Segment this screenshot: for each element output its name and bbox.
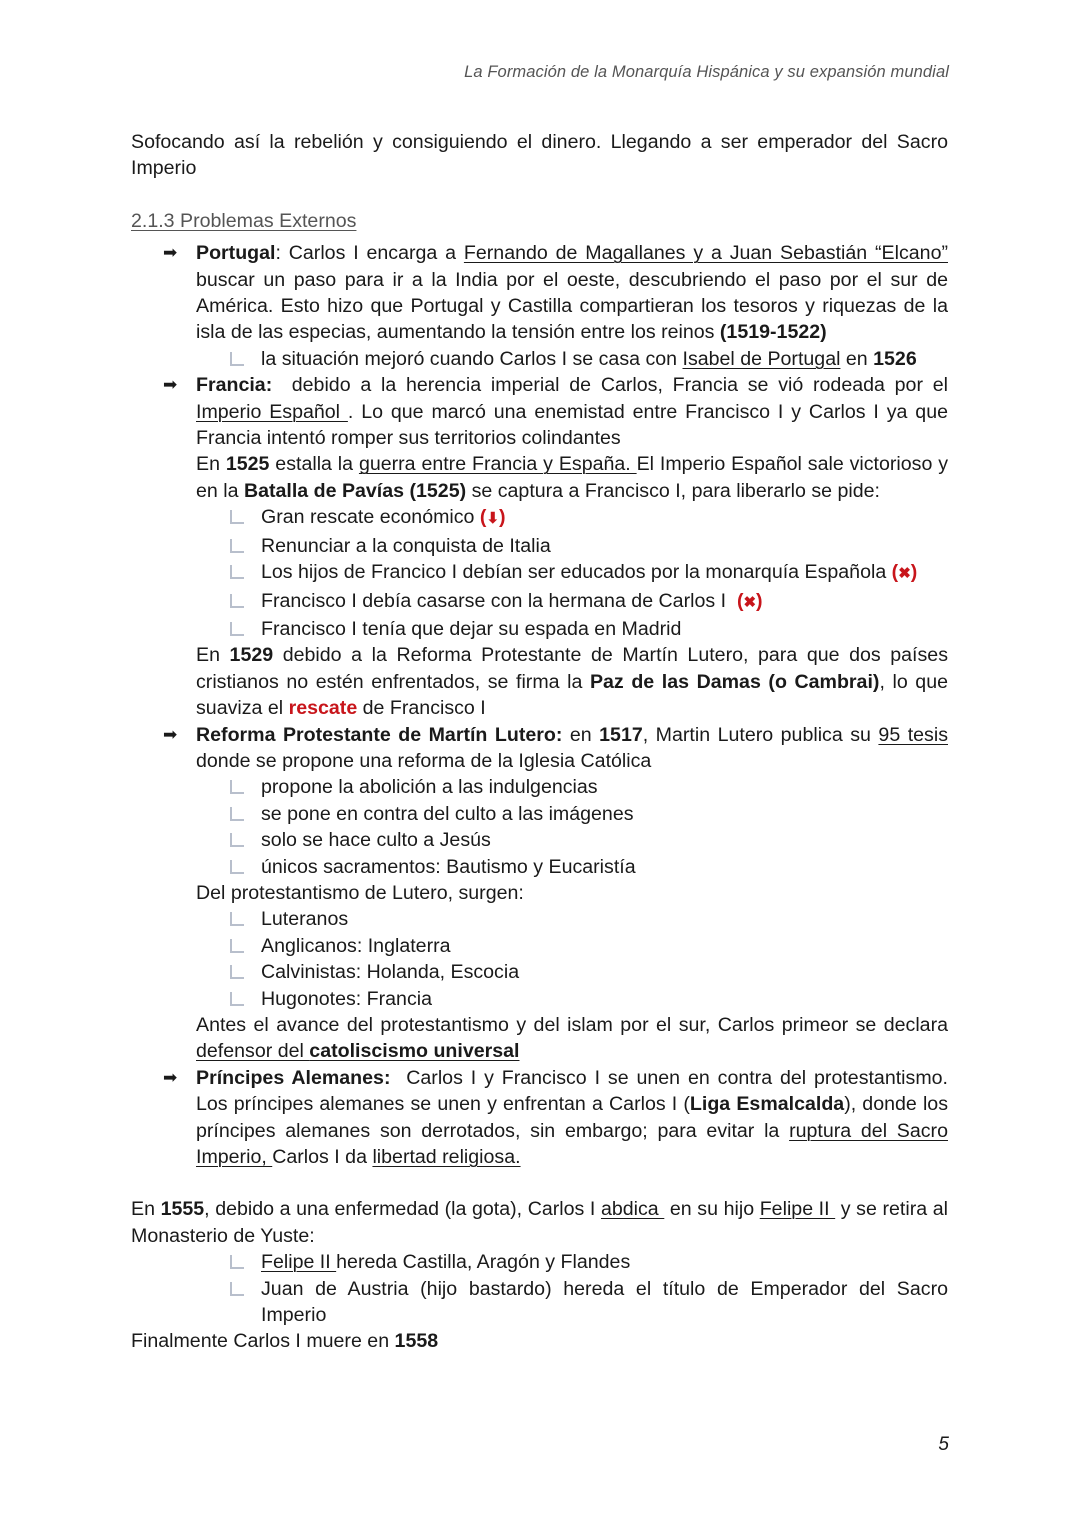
text: . Lo que marcó una enemistad entre Francisco I y Carlos I ya que Francia intentó romper sus territorios colindantes bbox=[196, 400, 948, 450]
bullet-title: Reforma Protestante de Martín Lutero: bbox=[196, 723, 563, 746]
highlighted-text: rescate bbox=[288, 697, 358, 720]
sub-bullet-icon bbox=[230, 860, 244, 874]
text: En bbox=[196, 644, 230, 667]
underlined-text: 95 tesis bbox=[878, 723, 948, 746]
text: Juan de Austria (hijo bastardo) hereda el título de Emperador del Sacro Imperio bbox=[261, 1277, 948, 1327]
text: propone la abolición a las indulgencias bbox=[261, 776, 598, 799]
text: buscar un paso para ir a la India por el oeste, descubriendo el paso por el sur de América. Esto hizo que Portugal y Castilla compartieran los tesoros y riquezas de la isla de las especias, aumentando la tensión entre los reinos bbox=[196, 268, 948, 344]
sub-item bbox=[131, 533, 948, 559]
intro-line: Sofocando así la rebelión y consiguiendo el dinero. Llegando a ser emperador del Sacro bbox=[131, 131, 948, 153]
underlined-text: Fernando de Magallanes y a Juan Sebastián “Elcano” bbox=[463, 242, 948, 265]
document-body bbox=[131, 129, 954, 1355]
sub-bullet-icon bbox=[230, 833, 244, 847]
sub-item bbox=[131, 1276, 948, 1329]
arrow-right-icon: ➡ bbox=[163, 724, 178, 744]
sub-item bbox=[131, 827, 948, 853]
underlined-text: Isabel de Portugal bbox=[682, 347, 841, 370]
text: Luteranos bbox=[261, 908, 349, 931]
text: Carlos I y Francisco I se unen en contra del protestantismo. Los príncipes alemanes se unen y enfrentan a Carlos I ( bbox=[196, 1066, 954, 1116]
text: Los hijos de Francico I debían ser educados por la monarquía Española bbox=[261, 561, 892, 584]
sub-bullet-icon bbox=[230, 594, 244, 608]
sub-item bbox=[131, 986, 948, 1012]
intro-line: Imperio bbox=[131, 157, 197, 180]
underlined-text: ruptura del Sacro Imperio, bbox=[196, 1119, 948, 1169]
underlined-text: abdica bbox=[600, 1198, 665, 1221]
bullet-title: Portugal bbox=[196, 242, 276, 265]
underlined-text: libertad religiosa. bbox=[372, 1146, 521, 1169]
bold-text: Paz de las Damas (o Cambrai) bbox=[589, 670, 880, 693]
sub-bullet-icon bbox=[230, 510, 244, 524]
text: únicos sacramentos: Bautismo y Eucaristía bbox=[261, 855, 636, 878]
down-arrow-icon: (⬇) bbox=[479, 506, 506, 529]
year: 1517 bbox=[599, 723, 643, 746]
sub-bullet-icon bbox=[230, 992, 244, 1006]
year: 1529 bbox=[229, 644, 274, 667]
bullet-portugal bbox=[131, 240, 948, 346]
bullet-title: Príncipes Alemanes: bbox=[196, 1066, 391, 1089]
sub-bullet-icon bbox=[230, 1255, 244, 1269]
cross-mark-icon: (✖) bbox=[891, 561, 918, 584]
underlined-text: guerra entre Francia y España. bbox=[358, 453, 637, 476]
text: , Martin Lutero publica su bbox=[642, 723, 879, 746]
sub-bullet-icon bbox=[230, 939, 244, 953]
underlined-text: Felipe II bbox=[261, 1251, 337, 1274]
final-paragraph bbox=[131, 1328, 948, 1354]
bullet-principes bbox=[131, 1065, 954, 1171]
francia-paragraph-3 bbox=[131, 642, 948, 721]
sub-item bbox=[131, 801, 948, 827]
text: en bbox=[562, 723, 600, 746]
bold-text: Batalla de Pavías (1525) bbox=[243, 479, 467, 502]
reforma-surgen: Del protestantismo de Lutero, surgen: bbox=[196, 881, 524, 904]
text: Antes el avance del protestantismo y del islam por el sur, Carlos primeor se declara bbox=[196, 1014, 948, 1036]
year: 1558 bbox=[394, 1330, 439, 1353]
text: Finalmente Carlos I muere en bbox=[131, 1330, 395, 1353]
sub-item bbox=[131, 959, 948, 985]
text: solo se hace culto a Jesús bbox=[261, 829, 491, 852]
sub-item bbox=[131, 616, 948, 642]
text: debido a la Reforma Protestante de Martín Lutero, para que dos países cristianos no estén enfrentados, se firma la bbox=[196, 644, 948, 693]
text: ), donde los príncipes alemanes son derrotados, sin embargo; para evitar la bbox=[196, 1093, 948, 1142]
arrow-right-icon: ➡ bbox=[163, 375, 178, 395]
sub-bullet-icon bbox=[230, 807, 244, 821]
year: 1526 bbox=[873, 347, 917, 370]
sub-bullet-icon bbox=[230, 352, 244, 366]
bullet-reforma bbox=[131, 722, 948, 775]
page-header: La Formación de la Monarquía Hispánica y su expansión mundial bbox=[464, 63, 949, 81]
sub-item bbox=[131, 346, 948, 372]
sub-bullet-icon bbox=[230, 780, 244, 794]
text: : Carlos I encarga a bbox=[275, 242, 464, 265]
text: debido a la herencia imperial de Carlos, Francia se vió rodeada por el bbox=[272, 374, 954, 397]
bold-text: Liga Esmalcalda bbox=[689, 1093, 845, 1116]
text: la situación mejoró cuando Carlos I se casa con bbox=[261, 347, 683, 370]
text: donde se propone una reforma de la Iglesia Católica bbox=[196, 749, 652, 772]
text: Calvinistas: Holanda, Escocia bbox=[261, 961, 520, 984]
spacer bbox=[131, 1170, 948, 1196]
abdicacion-paragraph bbox=[131, 1196, 948, 1249]
sub-item bbox=[131, 906, 948, 932]
text: se captura a Francisco I, para liberarlo se pide: bbox=[466, 479, 880, 502]
sub-item bbox=[131, 854, 948, 880]
sub-bullet-icon bbox=[230, 622, 244, 636]
arrow-right-icon: ➡ bbox=[163, 1067, 178, 1087]
text: Francisco I debía casarse con la hermana de Carlos I bbox=[261, 589, 737, 612]
sub-bullet-icon bbox=[230, 539, 244, 553]
text: Hugonotes: Francia bbox=[261, 987, 432, 1010]
year: 1555 bbox=[160, 1198, 205, 1221]
sub-bullet-icon bbox=[230, 912, 244, 926]
text: Carlos I da bbox=[272, 1146, 373, 1169]
sub-item bbox=[131, 504, 948, 532]
section-heading: 2.1.3 Problemas Externos bbox=[131, 209, 357, 232]
reforma-closing bbox=[131, 1012, 948, 1065]
underlined-text: Imperio Español bbox=[196, 400, 348, 423]
sub-bullet-icon bbox=[230, 1282, 244, 1296]
text: de Francisco I bbox=[357, 697, 486, 720]
text: En bbox=[196, 453, 226, 476]
sub-item bbox=[131, 774, 948, 800]
intro-paragraph bbox=[131, 129, 948, 182]
arrow-right-icon: ➡ bbox=[163, 243, 178, 263]
sub-item bbox=[131, 933, 948, 959]
text: , debido a una enfermedad (la gota), Carlos I bbox=[204, 1198, 601, 1221]
sub-item bbox=[131, 1249, 948, 1275]
text: en su hijo bbox=[664, 1198, 760, 1221]
text: , lo que suaviza el bbox=[196, 670, 948, 720]
text: Renunciar a la conquista de Italia bbox=[261, 534, 551, 557]
text: El Imperio Español sale victorioso y en la bbox=[196, 453, 949, 502]
page-number: 5 bbox=[938, 1434, 949, 1455]
text: Gran rescate económico bbox=[261, 506, 480, 529]
bold-underlined-text: catoliscismo universal bbox=[309, 1040, 520, 1063]
underlined-text: defensor del bbox=[196, 1040, 310, 1063]
text: estalla la bbox=[269, 453, 359, 476]
text: se pone en contra del culto a las imágenes bbox=[261, 802, 634, 825]
text: Anglicanos: Inglaterra bbox=[261, 934, 451, 957]
text: en bbox=[840, 347, 874, 370]
cross-mark-icon: (✖) bbox=[736, 589, 763, 612]
year: 1525 bbox=[225, 453, 270, 476]
sub-bullet-icon bbox=[230, 565, 244, 579]
text: y se retira al Monasterio de Yuste: bbox=[131, 1198, 948, 1247]
text: Francisco I tenía que dejar su espada en Madrid bbox=[261, 617, 682, 640]
bullet-francia bbox=[131, 372, 954, 451]
sub-item bbox=[131, 559, 948, 587]
francia-paragraph-2 bbox=[131, 451, 948, 504]
year-range: (1519-1522) bbox=[719, 321, 827, 344]
bullet-title: Francia: bbox=[196, 374, 273, 397]
underlined-text: Felipe II bbox=[759, 1198, 836, 1221]
sub-bullet-icon bbox=[230, 965, 244, 979]
sub-item bbox=[131, 588, 948, 616]
text: hereda Castilla, Aragón y Flandes bbox=[336, 1251, 631, 1274]
text: En bbox=[131, 1198, 161, 1221]
